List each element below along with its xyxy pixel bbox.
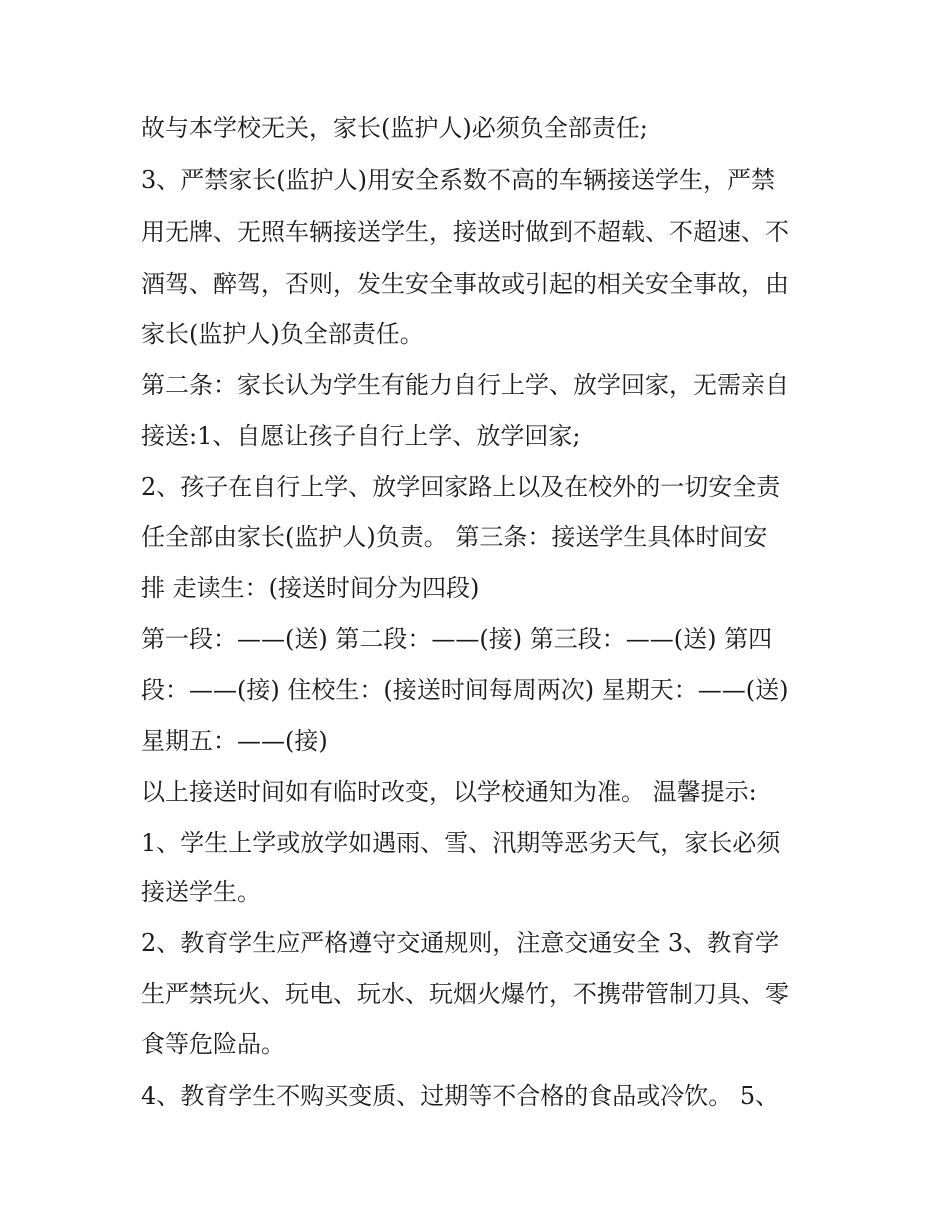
text-line: 4、教育学生不购买变质、过期等不合格的食品或冷饮。 5、 bbox=[141, 1082, 780, 1110]
text-line: 2、教育学生应严格遵守交通规则，注意交通安全 3、教育学 bbox=[141, 929, 780, 957]
text-line: 酒驾、醉驾，否则，发生安全事故或引起的相关安全事故，由 bbox=[141, 270, 789, 298]
text-line: 2、孩子在自行上学、放学回家路上以及在校外的一切安全责 bbox=[141, 473, 781, 501]
text-line: 第二条：家长认为学生有能力自行上学、放学回家，无需亲自 bbox=[141, 371, 789, 399]
text-line: 段：——(接) 住校生：(接送时间每周两次) 星期天：——(送) bbox=[141, 676, 789, 704]
text-line: 生严禁玩火、玩电、玩水、玩烟火爆竹，不携带管制刀具、零 bbox=[141, 980, 789, 1008]
text-line: 食等危险品。 bbox=[141, 1030, 285, 1058]
text-line: 排 走读生：(接送时间分为四段) bbox=[141, 574, 480, 602]
text-line: 3、严禁家长(监护人)用安全系数不高的车辆接送学生，严禁 bbox=[141, 166, 775, 194]
text-line: 以上接送时间如有临时改变，以学校通知为准。 温馨提示: bbox=[141, 778, 757, 806]
text-line: 家长(监护人)负全部责任。 bbox=[141, 320, 424, 348]
text-line: 第一段：——(送) 第二段：——(接) 第三段：——(送) 第四 bbox=[141, 625, 773, 653]
text-line: 1、学生上学或放学如遇雨、雪、汛期等恶劣天气，家长必须 bbox=[141, 829, 781, 857]
text-line: 用无牌、无照车辆接送学生，接送时做到不超载、不超速、不 bbox=[141, 218, 789, 246]
text-line: 接送学生。 bbox=[141, 878, 261, 906]
text-line: 星期五：——(接) bbox=[141, 727, 328, 755]
text-line: 故与本学校无关，家长(监护人)必须负全部责任; bbox=[141, 114, 648, 142]
text-line: 接送:1、自愿让孩子自行上学、放学回家; bbox=[141, 422, 581, 450]
text-line: 任全部由家长(监护人)负责。 第三条：接送学生具体时间安 bbox=[141, 523, 768, 551]
